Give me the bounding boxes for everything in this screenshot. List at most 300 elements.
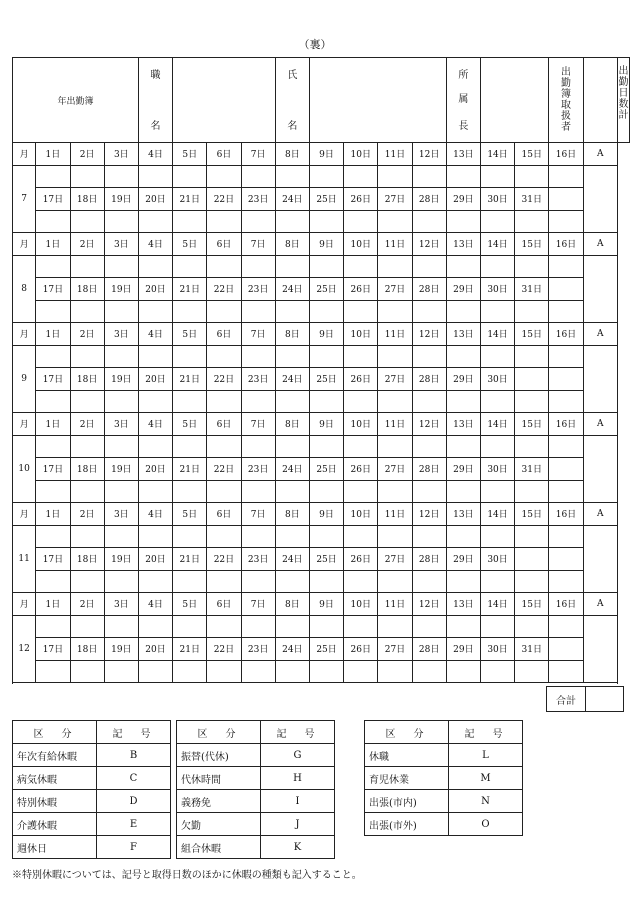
attendance-cell[interactable] (309, 660, 343, 683)
attendance-cell[interactable] (207, 210, 241, 233)
attendance-cell[interactable] (344, 255, 378, 278)
attendance-cell[interactable] (515, 660, 549, 683)
attendance-cell[interactable] (412, 435, 446, 458)
attendance-cell[interactable] (207, 480, 241, 503)
attendance-cell[interactable] (412, 165, 446, 188)
attendance-cell[interactable] (549, 210, 583, 233)
day-label: 31日 (515, 458, 549, 481)
attendance-cell[interactable] (36, 390, 70, 413)
attendance-cell[interactable] (173, 255, 207, 278)
day-label: 6日 (207, 143, 241, 166)
attendance-cell[interactable] (138, 525, 172, 548)
day-label: 10日 (344, 503, 378, 526)
day-label: 8日 (275, 413, 309, 436)
day-label: 22日 (207, 458, 241, 481)
attendance-cell[interactable] (549, 615, 583, 638)
attendance-cell[interactable] (446, 435, 480, 458)
attendance-cell[interactable] (378, 345, 412, 368)
attendance-cell[interactable] (549, 165, 583, 188)
attendance-cell[interactable] (138, 210, 172, 233)
attendance-cell[interactable] (309, 615, 343, 638)
day-label: 12日 (412, 323, 446, 346)
day-label: 3日 (104, 143, 138, 166)
day-label: 27日 (378, 188, 412, 211)
month-total-cell[interactable] (583, 615, 617, 683)
attendance-cell[interactable] (173, 390, 207, 413)
attendance-cell[interactable] (207, 390, 241, 413)
attendance-cell[interactable] (36, 255, 70, 278)
day-label: 10日 (344, 143, 378, 166)
col-a-label: A (583, 233, 617, 256)
attendance-cell[interactable] (480, 390, 514, 413)
attendance-cell[interactable] (241, 480, 275, 503)
attendance-cell[interactable] (515, 255, 549, 278)
entry-row (13, 570, 630, 593)
attendance-cell[interactable] (70, 660, 104, 683)
attendance-cell[interactable] (70, 345, 104, 368)
attendance-cell[interactable] (446, 570, 480, 593)
attendance-cell[interactable] (549, 255, 583, 278)
attendance-cell[interactable] (309, 390, 343, 413)
attendance-cell[interactable] (138, 570, 172, 593)
dept-field[interactable] (480, 58, 548, 143)
attendance-cell[interactable] (412, 345, 446, 368)
attendance-cell[interactable] (138, 480, 172, 503)
attendance-cell[interactable] (173, 210, 207, 233)
day-label: 12日 (412, 413, 446, 436)
attendance-cell[interactable] (138, 435, 172, 458)
attendance-cell[interactable] (275, 480, 309, 503)
attendance-cell[interactable] (241, 390, 275, 413)
attendance-cell[interactable] (138, 165, 172, 188)
attendance-cell[interactable] (138, 300, 172, 323)
attendance-cell[interactable] (309, 435, 343, 458)
attendance-cell[interactable] (378, 300, 412, 323)
total-table (546, 686, 624, 712)
attendance-cell[interactable] (309, 345, 343, 368)
attendance-cell[interactable] (480, 300, 514, 323)
day-label: 17日 (36, 638, 70, 661)
name-label-cell (275, 58, 309, 143)
day-label: 25日 (309, 638, 343, 661)
day-label: 8日 (275, 593, 309, 616)
day-label: 19日 (104, 188, 138, 211)
legend-row (177, 813, 335, 836)
legend-row (13, 836, 171, 859)
legend-symbol: N (449, 790, 523, 813)
col-a-label: A (583, 593, 617, 616)
col-a-label: A (583, 323, 617, 346)
day-header-row-second (13, 458, 630, 481)
attendance-cell[interactable] (412, 300, 446, 323)
day-label (549, 548, 583, 571)
entry-row (13, 525, 630, 548)
attendance-cell[interactable] (36, 660, 70, 683)
attendance-cell[interactable] (104, 345, 138, 368)
attendance-cell[interactable] (344, 300, 378, 323)
attendance-cell[interactable] (480, 255, 514, 278)
attendance-cell[interactable] (378, 165, 412, 188)
attendance-cell[interactable] (480, 570, 514, 593)
attendance-cell[interactable] (515, 525, 549, 548)
day-label: 23日 (241, 638, 275, 661)
legend-symbol: H (261, 767, 335, 790)
attendance-cell[interactable] (70, 480, 104, 503)
day-label: 10日 (344, 413, 378, 436)
attendance-cell[interactable] (446, 480, 480, 503)
attendance-cell[interactable] (70, 570, 104, 593)
attendance-cell[interactable] (549, 480, 583, 503)
attendance-cell[interactable] (378, 525, 412, 548)
attendance-cell[interactable] (275, 615, 309, 638)
day-label: 24日 (275, 548, 309, 571)
attendance-cell[interactable] (138, 615, 172, 638)
attendance-cell[interactable] (549, 390, 583, 413)
attendance-cell[interactable] (173, 345, 207, 368)
attendance-cell[interactable] (344, 435, 378, 458)
handler-field[interactable] (583, 58, 617, 143)
attendance-cell[interactable] (480, 480, 514, 503)
dept-label-top: 所 (458, 70, 469, 81)
legend-category: 休職 (365, 744, 449, 767)
attendance-cell[interactable] (173, 525, 207, 548)
col-a-label: A (583, 143, 617, 166)
attendance-cell[interactable] (309, 480, 343, 503)
attendance-cell[interactable] (241, 525, 275, 548)
month-total-cell[interactable] (583, 165, 617, 233)
legend-row (365, 744, 523, 767)
day-label: 9日 (309, 593, 343, 616)
day-label: 9日 (309, 143, 343, 166)
legend-symbol: C (97, 767, 171, 790)
attendance-cell[interactable] (241, 255, 275, 278)
attendance-cell[interactable] (173, 435, 207, 458)
legend-category-header: 区 分 (177, 721, 261, 744)
attendance-cell[interactable] (412, 480, 446, 503)
attendance-cell[interactable] (549, 570, 583, 593)
attendance-cell[interactable] (515, 480, 549, 503)
attendance-cell[interactable] (207, 300, 241, 323)
attendance-cell[interactable] (275, 345, 309, 368)
attendance-cell[interactable] (241, 435, 275, 458)
attendance-cell[interactable] (344, 210, 378, 233)
day-label: 13日 (446, 323, 480, 346)
attendance-cell[interactable] (344, 480, 378, 503)
entry-row (13, 480, 630, 503)
name-field[interactable] (309, 58, 446, 143)
total-label: 合計 (547, 687, 586, 712)
attendance-cell[interactable] (36, 165, 70, 188)
attendance-cell[interactable] (309, 210, 343, 233)
legend-row (13, 790, 171, 813)
day-label: 10日 (344, 233, 378, 256)
header-row (13, 58, 630, 143)
attendance-cell[interactable] (549, 525, 583, 548)
footnote: ※特別休暇については、記号と取得日数のほかに休暇の種類も記入すること。 (12, 870, 362, 881)
day-label: 11日 (378, 143, 412, 166)
legend-table (176, 720, 335, 859)
day-label: 7日 (241, 413, 275, 436)
attendance-cell[interactable] (104, 615, 138, 638)
attendance-cell[interactable] (344, 165, 378, 188)
day-header-row-second (13, 638, 630, 661)
attendance-cell[interactable] (480, 210, 514, 233)
attendance-cell[interactable] (207, 570, 241, 593)
attendance-cell[interactable] (515, 300, 549, 323)
attendance-cell[interactable] (241, 615, 275, 638)
attendance-cell[interactable] (207, 435, 241, 458)
attendance-cell[interactable] (446, 165, 480, 188)
day-label: 25日 (309, 188, 343, 211)
day-label: 6日 (207, 323, 241, 346)
day-label: 21日 (173, 368, 207, 391)
attendance-cell[interactable] (207, 165, 241, 188)
attendance-cell[interactable] (446, 390, 480, 413)
attendance-cell[interactable] (344, 615, 378, 638)
attendance-cell[interactable] (70, 615, 104, 638)
legend-symbol: F (97, 836, 171, 859)
attendance-cell[interactable] (515, 390, 549, 413)
day-label: 11日 (378, 233, 412, 256)
attendance-cell[interactable] (412, 660, 446, 683)
entry-row (13, 660, 630, 683)
day-label: 26日 (344, 548, 378, 571)
attendance-cell[interactable] (344, 660, 378, 683)
attendance-cell[interactable] (138, 255, 172, 278)
attendance-cell[interactable] (36, 480, 70, 503)
attendance-cell[interactable] (446, 300, 480, 323)
attendance-cell[interactable] (104, 435, 138, 458)
attendance-cell[interactable] (241, 165, 275, 188)
attendance-cell[interactable] (446, 255, 480, 278)
attendance-cell[interactable] (36, 525, 70, 548)
attendance-cell[interactable] (241, 570, 275, 593)
day-label: 15日 (515, 143, 549, 166)
attendance-cell[interactable] (378, 480, 412, 503)
month-total-cell[interactable] (583, 255, 617, 323)
attendance-cell[interactable] (549, 660, 583, 683)
attendance-cell[interactable] (70, 435, 104, 458)
month-total-cell[interactable] (583, 525, 617, 593)
attendance-cell[interactable] (36, 435, 70, 458)
attendance-cell[interactable] (173, 165, 207, 188)
day-label: 24日 (275, 638, 309, 661)
attendance-cell[interactable] (207, 255, 241, 278)
attendance-cell[interactable] (138, 660, 172, 683)
attendance-cell[interactable] (70, 255, 104, 278)
attendance-cell[interactable] (344, 570, 378, 593)
attendance-cell[interactable] (104, 390, 138, 413)
legend-row (13, 813, 171, 836)
attendance-cell[interactable] (446, 525, 480, 548)
attendance-cell[interactable] (275, 435, 309, 458)
name-label-bottom: 名 (287, 121, 298, 132)
attendance-cell[interactable] (515, 165, 549, 188)
attendance-cell[interactable] (515, 570, 549, 593)
attendance-cell[interactable] (515, 435, 549, 458)
attendance-cell[interactable] (378, 660, 412, 683)
attendance-cell[interactable] (378, 210, 412, 233)
attendance-cell[interactable] (70, 165, 104, 188)
attendance-cell[interactable] (344, 345, 378, 368)
month-header-label: 月 (13, 413, 36, 436)
post-field[interactable] (173, 58, 276, 143)
attendance-cell[interactable] (173, 570, 207, 593)
attendance-cell[interactable] (104, 255, 138, 278)
month-total-cell[interactable] (583, 435, 617, 503)
attendance-cell[interactable] (36, 615, 70, 638)
day-label: 26日 (344, 638, 378, 661)
attendance-cell[interactable] (480, 435, 514, 458)
attendance-cell[interactable] (173, 660, 207, 683)
book-title: 年出勤簿 (57, 96, 94, 107)
attendance-cell[interactable] (138, 345, 172, 368)
attendance-cell[interactable] (36, 210, 70, 233)
attendance-cell[interactable] (104, 660, 138, 683)
attendance-cell[interactable] (241, 660, 275, 683)
attendance-cell[interactable] (446, 345, 480, 368)
attendance-cell[interactable] (378, 570, 412, 593)
book-title-cell[interactable] (13, 58, 139, 143)
day-label: 30日 (480, 638, 514, 661)
attendance-cell[interactable] (275, 210, 309, 233)
attendance-cell[interactable] (549, 345, 583, 368)
attendance-cell[interactable] (70, 210, 104, 233)
day-label: 25日 (309, 278, 343, 301)
attendance-cell[interactable] (412, 390, 446, 413)
month-total-cell[interactable] (583, 345, 617, 413)
attendance-cell[interactable] (173, 300, 207, 323)
attendance-cell[interactable] (412, 255, 446, 278)
day-label: 2日 (70, 593, 104, 616)
attendance-cell[interactable] (412, 525, 446, 548)
attendance-cell[interactable] (344, 525, 378, 548)
attendance-cell[interactable] (480, 615, 514, 638)
day-label: 1日 (36, 503, 70, 526)
attendance-cell[interactable] (70, 390, 104, 413)
attendance-cell[interactable] (480, 525, 514, 548)
day-header-row-second (13, 188, 630, 211)
attendance-cell[interactable] (104, 165, 138, 188)
attendance-cell[interactable] (549, 435, 583, 458)
day-label: 2日 (70, 323, 104, 346)
attendance-cell[interactable] (207, 615, 241, 638)
attendance-cell[interactable] (104, 480, 138, 503)
attendance-cell[interactable] (36, 570, 70, 593)
legend-category: 出張(市外) (365, 813, 449, 836)
day-label: 30日 (480, 278, 514, 301)
attendance-cell[interactable] (480, 660, 514, 683)
day-header-row (13, 233, 630, 256)
attendance-cell[interactable] (36, 300, 70, 323)
day-label: 6日 (207, 593, 241, 616)
day-label: 8日 (275, 503, 309, 526)
attendance-cell[interactable] (309, 525, 343, 548)
entry-row (13, 390, 630, 413)
attendance-cell[interactable] (549, 300, 583, 323)
day-label: 25日 (309, 458, 343, 481)
attendance-cell[interactable] (275, 660, 309, 683)
attendance-cell[interactable] (138, 390, 172, 413)
attendance-cell[interactable] (173, 615, 207, 638)
attendance-cell[interactable] (275, 525, 309, 548)
day-label: 29日 (446, 278, 480, 301)
attendance-cell[interactable] (515, 345, 549, 368)
attendance-cell[interactable] (104, 525, 138, 548)
legend-row (365, 813, 523, 836)
attendance-cell[interactable] (275, 390, 309, 413)
attendance-cell[interactable] (104, 300, 138, 323)
month-header-label: 月 (13, 593, 36, 616)
attendance-cell[interactable] (446, 660, 480, 683)
attendance-cell[interactable] (207, 345, 241, 368)
attendance-cell[interactable] (378, 255, 412, 278)
attendance-cell[interactable] (241, 210, 275, 233)
attendance-cell[interactable] (378, 390, 412, 413)
attendance-cell[interactable] (309, 255, 343, 278)
attendance-cell[interactable] (173, 480, 207, 503)
day-label: 18日 (70, 278, 104, 301)
attendance-cell[interactable] (344, 390, 378, 413)
attendance-cell[interactable] (446, 210, 480, 233)
attendance-cell[interactable] (412, 615, 446, 638)
attendance-cell[interactable] (309, 300, 343, 323)
day-label: 17日 (36, 368, 70, 391)
day-label: 22日 (207, 188, 241, 211)
day-label: 20日 (138, 638, 172, 661)
attendance-cell[interactable] (309, 165, 343, 188)
attendance-cell[interactable] (480, 165, 514, 188)
attendance-cell[interactable] (275, 165, 309, 188)
day-label: 28日 (412, 278, 446, 301)
day-label: 2日 (70, 503, 104, 526)
attendance-cell[interactable] (275, 570, 309, 593)
attendance-cell[interactable] (412, 570, 446, 593)
day-label: 1日 (36, 233, 70, 256)
day-label: 26日 (344, 278, 378, 301)
attendance-cell[interactable] (309, 570, 343, 593)
day-label: 8日 (275, 323, 309, 346)
attendance-cell[interactable] (241, 300, 275, 323)
attendance-cell[interactable] (275, 300, 309, 323)
day-label: 7日 (241, 233, 275, 256)
legend-header-row (365, 721, 523, 744)
attendance-cell[interactable] (104, 570, 138, 593)
attendance-cell[interactable] (70, 300, 104, 323)
day-label: 7日 (241, 593, 275, 616)
attendance-cell[interactable] (378, 435, 412, 458)
attendance-cell[interactable] (104, 210, 138, 233)
day-header-row-second (13, 278, 630, 301)
attendance-cell[interactable] (207, 660, 241, 683)
attendance-cell[interactable] (275, 255, 309, 278)
day-label: 12日 (412, 233, 446, 256)
attendance-cell[interactable] (241, 345, 275, 368)
attendance-cell[interactable] (480, 345, 514, 368)
attendance-cell[interactable] (515, 615, 549, 638)
attendance-cell[interactable] (207, 525, 241, 548)
attendance-cell[interactable] (36, 345, 70, 368)
legend-category: 介護休暇 (13, 813, 97, 836)
legend-category: 組合休暇 (177, 836, 261, 859)
attendance-cell[interactable] (378, 615, 412, 638)
day-label: 21日 (173, 278, 207, 301)
attendance-cell[interactable] (446, 615, 480, 638)
total-value[interactable] (586, 687, 624, 712)
attendance-cell[interactable] (70, 525, 104, 548)
attendance-cell[interactable] (412, 210, 446, 233)
attendance-cell[interactable] (515, 210, 549, 233)
